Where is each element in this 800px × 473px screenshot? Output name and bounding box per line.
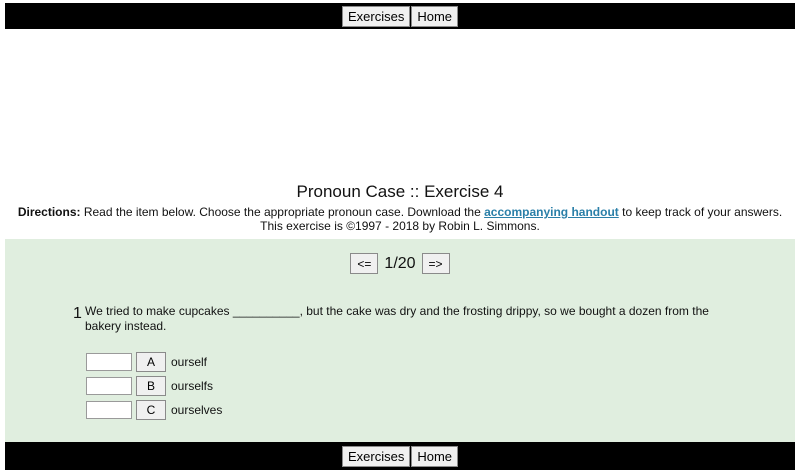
option-c-text: ourselves xyxy=(171,403,223,417)
top-nav-bar xyxy=(5,3,795,29)
directions-label: Directions: xyxy=(17,205,81,219)
option-c-row xyxy=(86,400,222,420)
page-title: Pronoun Case :: Exercise 4 xyxy=(296,182,504,201)
handout-link[interactable]: accompanying handout xyxy=(484,205,619,219)
directions-tail: to keep track of your answers. xyxy=(618,205,783,219)
question-text: We tried to make cupcakes __________, but the cake was dry and the frosting drippy, so we bought a dozen from the bakery instead. xyxy=(85,304,709,333)
option-b-row xyxy=(86,376,213,396)
option-c-button[interactable]: C xyxy=(136,400,166,420)
page-count: 1/20 xyxy=(384,254,416,272)
option-c-answer-field[interactable] xyxy=(86,401,132,419)
exercises-button[interactable]: Exercises xyxy=(342,6,410,27)
option-a-answer-field[interactable] xyxy=(86,353,132,371)
option-a-row xyxy=(86,352,207,372)
option-b-answer-field[interactable] xyxy=(86,377,132,395)
pager xyxy=(5,253,795,274)
option-a-text: ourself xyxy=(171,355,208,369)
directions-line xyxy=(0,205,800,219)
question-number: 1 xyxy=(73,305,82,322)
next-button[interactable]: => xyxy=(422,253,450,274)
option-b-text: ourselfs xyxy=(171,379,214,393)
directions xyxy=(0,205,800,233)
home-button[interactable]: Home xyxy=(411,6,458,27)
directions-text: Read the item below. Choose the appropriate pronoun case. Download the xyxy=(80,205,485,219)
home-button-bottom[interactable]: Home xyxy=(411,446,458,467)
prev-button[interactable]: <= xyxy=(350,253,378,274)
option-a-button[interactable]: A xyxy=(136,352,166,372)
option-b-button[interactable]: B xyxy=(136,376,166,396)
bottom-nav-bar xyxy=(5,442,795,470)
exercise-panel xyxy=(5,239,795,442)
copyright-text: This exercise is ©1997 - 2018 by Robin L. Simmons. xyxy=(260,219,540,233)
exercises-button-bottom[interactable]: Exercises xyxy=(342,446,410,467)
